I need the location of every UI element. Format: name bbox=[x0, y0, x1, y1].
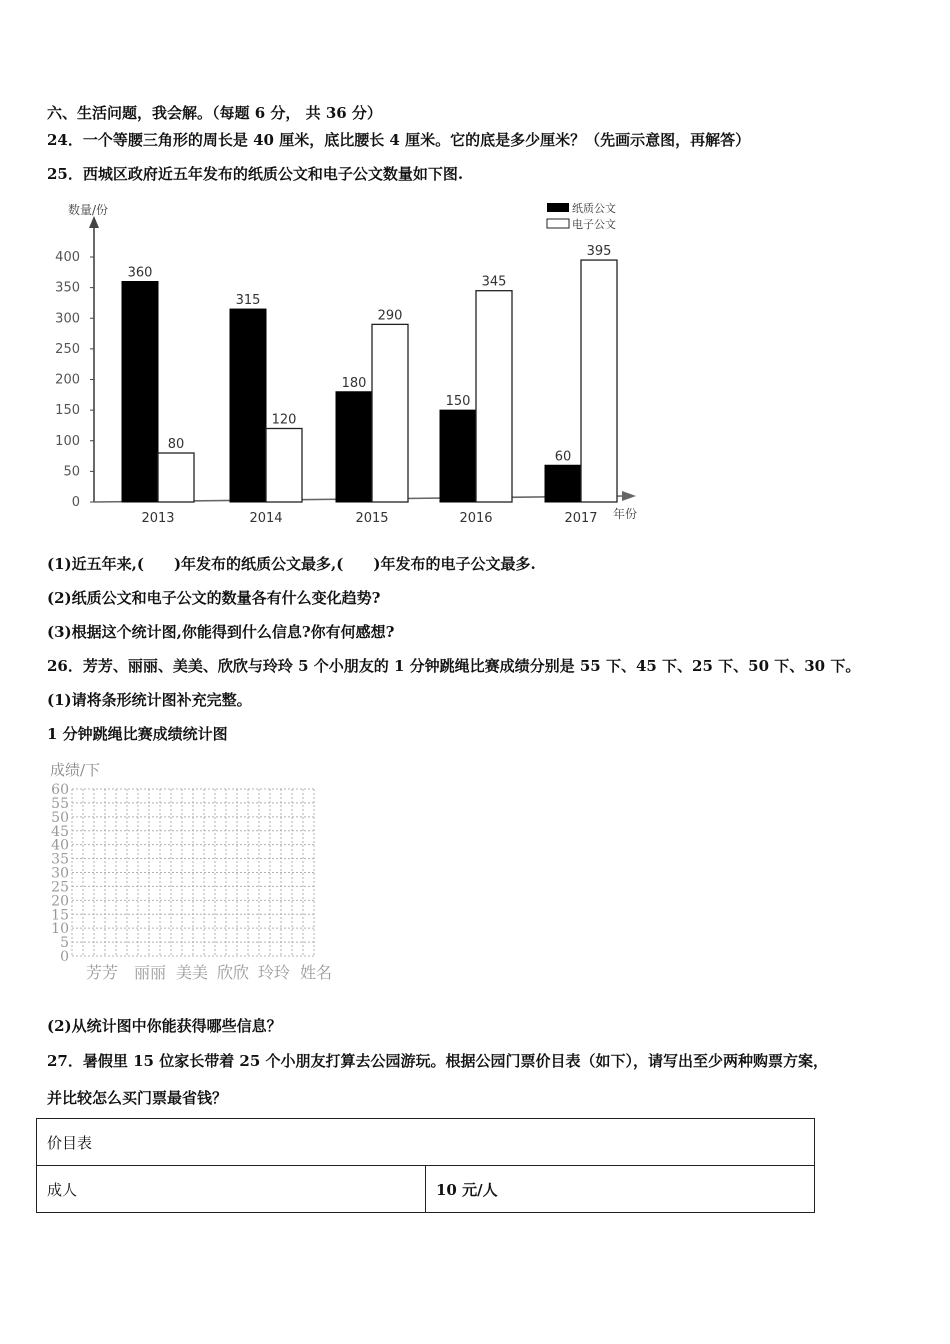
x-tick-label: 芳芳 bbox=[85, 963, 119, 982]
paper-bar bbox=[122, 282, 158, 503]
x-tick-label: 2013 bbox=[141, 511, 175, 526]
paper-bar bbox=[336, 392, 372, 502]
price-table-label-cell: 成人 bbox=[37, 1166, 426, 1213]
x-tick-label: 2017 bbox=[564, 511, 598, 526]
y-tick-label: 0 bbox=[60, 949, 69, 965]
y-tick-label: 25 bbox=[51, 879, 69, 896]
y-tick-label: 200 bbox=[55, 372, 80, 388]
y-tick-label: 50 bbox=[63, 464, 80, 480]
y-tick-label: 60 bbox=[51, 782, 69, 798]
x-axis-label: 姓名 bbox=[299, 963, 333, 982]
electronic-bar-value: 395 bbox=[586, 244, 612, 260]
paper-bar-value: 315 bbox=[235, 293, 261, 309]
y-tick-label: 45 bbox=[51, 823, 69, 840]
table-row bbox=[37, 1166, 815, 1213]
paper-bar-value: 60 bbox=[554, 449, 572, 465]
y-tick-label: 400 bbox=[55, 250, 80, 265]
price-table bbox=[36, 1118, 815, 1213]
question-25: 25．西城区政府近五年发布的纸质公文和电子公文数量如下图. bbox=[47, 165, 464, 183]
electronic-bar bbox=[476, 291, 512, 502]
document-chart bbox=[50, 192, 650, 532]
question-25-part-1: (1)近五年来,( )年发布的纸质公文最多,( )年发布的电子公文最多. bbox=[47, 555, 536, 573]
x-axis-arrow bbox=[622, 491, 636, 501]
y-tick-label: 10 bbox=[51, 921, 69, 938]
y-axis-label: 成绩/下 bbox=[50, 761, 101, 779]
price-table-header-row bbox=[37, 1119, 815, 1166]
y-tick-label: 40 bbox=[51, 837, 69, 854]
jump-rope-chart bbox=[44, 756, 344, 986]
question-26-part-1: (1)请将条形统计图补充完整。 bbox=[47, 691, 252, 709]
electronic-bar-value: 120 bbox=[271, 412, 297, 428]
question-27-line-2: 并比较怎么买门票最省钱？ bbox=[47, 1089, 228, 1107]
question-24: 24．一个等腰三角形的周长是 40 厘米，底比腰长 4 厘米。它的底是多少厘米？（先画示意图，再解答） bbox=[47, 131, 751, 149]
price-table-price-cell: 10 元/人 bbox=[426, 1166, 815, 1213]
paper-bar bbox=[440, 410, 476, 502]
x-tick-label: 丽丽 bbox=[133, 963, 167, 982]
y-tick-label: 20 bbox=[51, 893, 69, 910]
y-tick-label: 300 bbox=[55, 311, 80, 327]
question-27-line-1: 27．暑假里 15 位家长带着 25 个小朋友打算去公园游玩。根据公园门票价目表（如下），请写出至少两种购票方案， bbox=[47, 1052, 829, 1070]
y-tick-label: 50 bbox=[51, 809, 69, 826]
y-axis-label: 数量/份 bbox=[68, 203, 109, 217]
x-tick-label: 2016 bbox=[459, 511, 493, 526]
section-heading: 六、生活问题，我会解。（每题 6 分， 共 36 分） bbox=[47, 104, 382, 122]
paper-bar-value: 180 bbox=[341, 375, 367, 391]
electronic-bar-value: 290 bbox=[377, 308, 403, 324]
legend-swatch-electronic bbox=[547, 219, 569, 228]
question-26: 26．芳芳、丽丽、美美、欣欣与玲玲 5 个小朋友的 1 分钟跳绳比赛成绩分别是 55 下、45 下、25 下、50 下、30 下。 bbox=[47, 657, 861, 675]
y-tick-label: 35 bbox=[51, 851, 69, 868]
x-tick-label: 2015 bbox=[355, 511, 389, 526]
electronic-bar bbox=[158, 453, 194, 502]
question-25-part-2: (2)纸质公文和电子公文的数量各有什么变化趋势? bbox=[47, 589, 381, 607]
paper-bar bbox=[545, 465, 581, 502]
y-tick-label: 15 bbox=[51, 907, 69, 924]
paper-bar-value: 360 bbox=[127, 265, 153, 281]
paper-bar-value: 150 bbox=[445, 394, 471, 410]
x-tick-label: 玲玲 bbox=[257, 963, 291, 982]
y-tick-label: 250 bbox=[55, 341, 80, 357]
y-tick-label: 0 bbox=[71, 495, 80, 510]
y-tick-label: 350 bbox=[55, 280, 80, 296]
x-tick-label: 美美 bbox=[175, 963, 209, 982]
x-axis-label: 年份 bbox=[613, 507, 638, 521]
y-tick-label: 55 bbox=[51, 795, 69, 812]
y-axis-arrow bbox=[89, 216, 99, 228]
question-25-part-3: (3)根据这个统计图,你能得到什么信息?你有何感想? bbox=[47, 623, 395, 641]
paper-bar bbox=[230, 309, 266, 502]
x-tick-label: 欣欣 bbox=[216, 963, 250, 982]
electronic-bar-value: 80 bbox=[167, 437, 185, 452]
question-26-chart-title: 1 分钟跳绳比赛成绩统计图 bbox=[47, 725, 228, 743]
y-tick-label: 100 bbox=[55, 433, 80, 449]
y-tick-label: 5 bbox=[60, 935, 69, 952]
x-tick-label: 2014 bbox=[249, 511, 283, 526]
price-table-header: 价目表 bbox=[37, 1119, 815, 1166]
electronic-bar bbox=[581, 260, 617, 502]
y-tick-label: 150 bbox=[55, 403, 80, 419]
legend-label-paper: 纸质公文 bbox=[572, 202, 616, 215]
electronic-bar bbox=[266, 429, 302, 503]
question-26-part-2: (2)从统计图中你能获得哪些信息？ bbox=[47, 1017, 282, 1035]
y-tick-label: 30 bbox=[51, 865, 69, 882]
electronic-bar bbox=[372, 324, 408, 502]
electronic-bar-value: 345 bbox=[481, 274, 507, 290]
legend-swatch-paper bbox=[547, 203, 569, 212]
legend-label-electronic: 电子公文 bbox=[572, 218, 616, 231]
